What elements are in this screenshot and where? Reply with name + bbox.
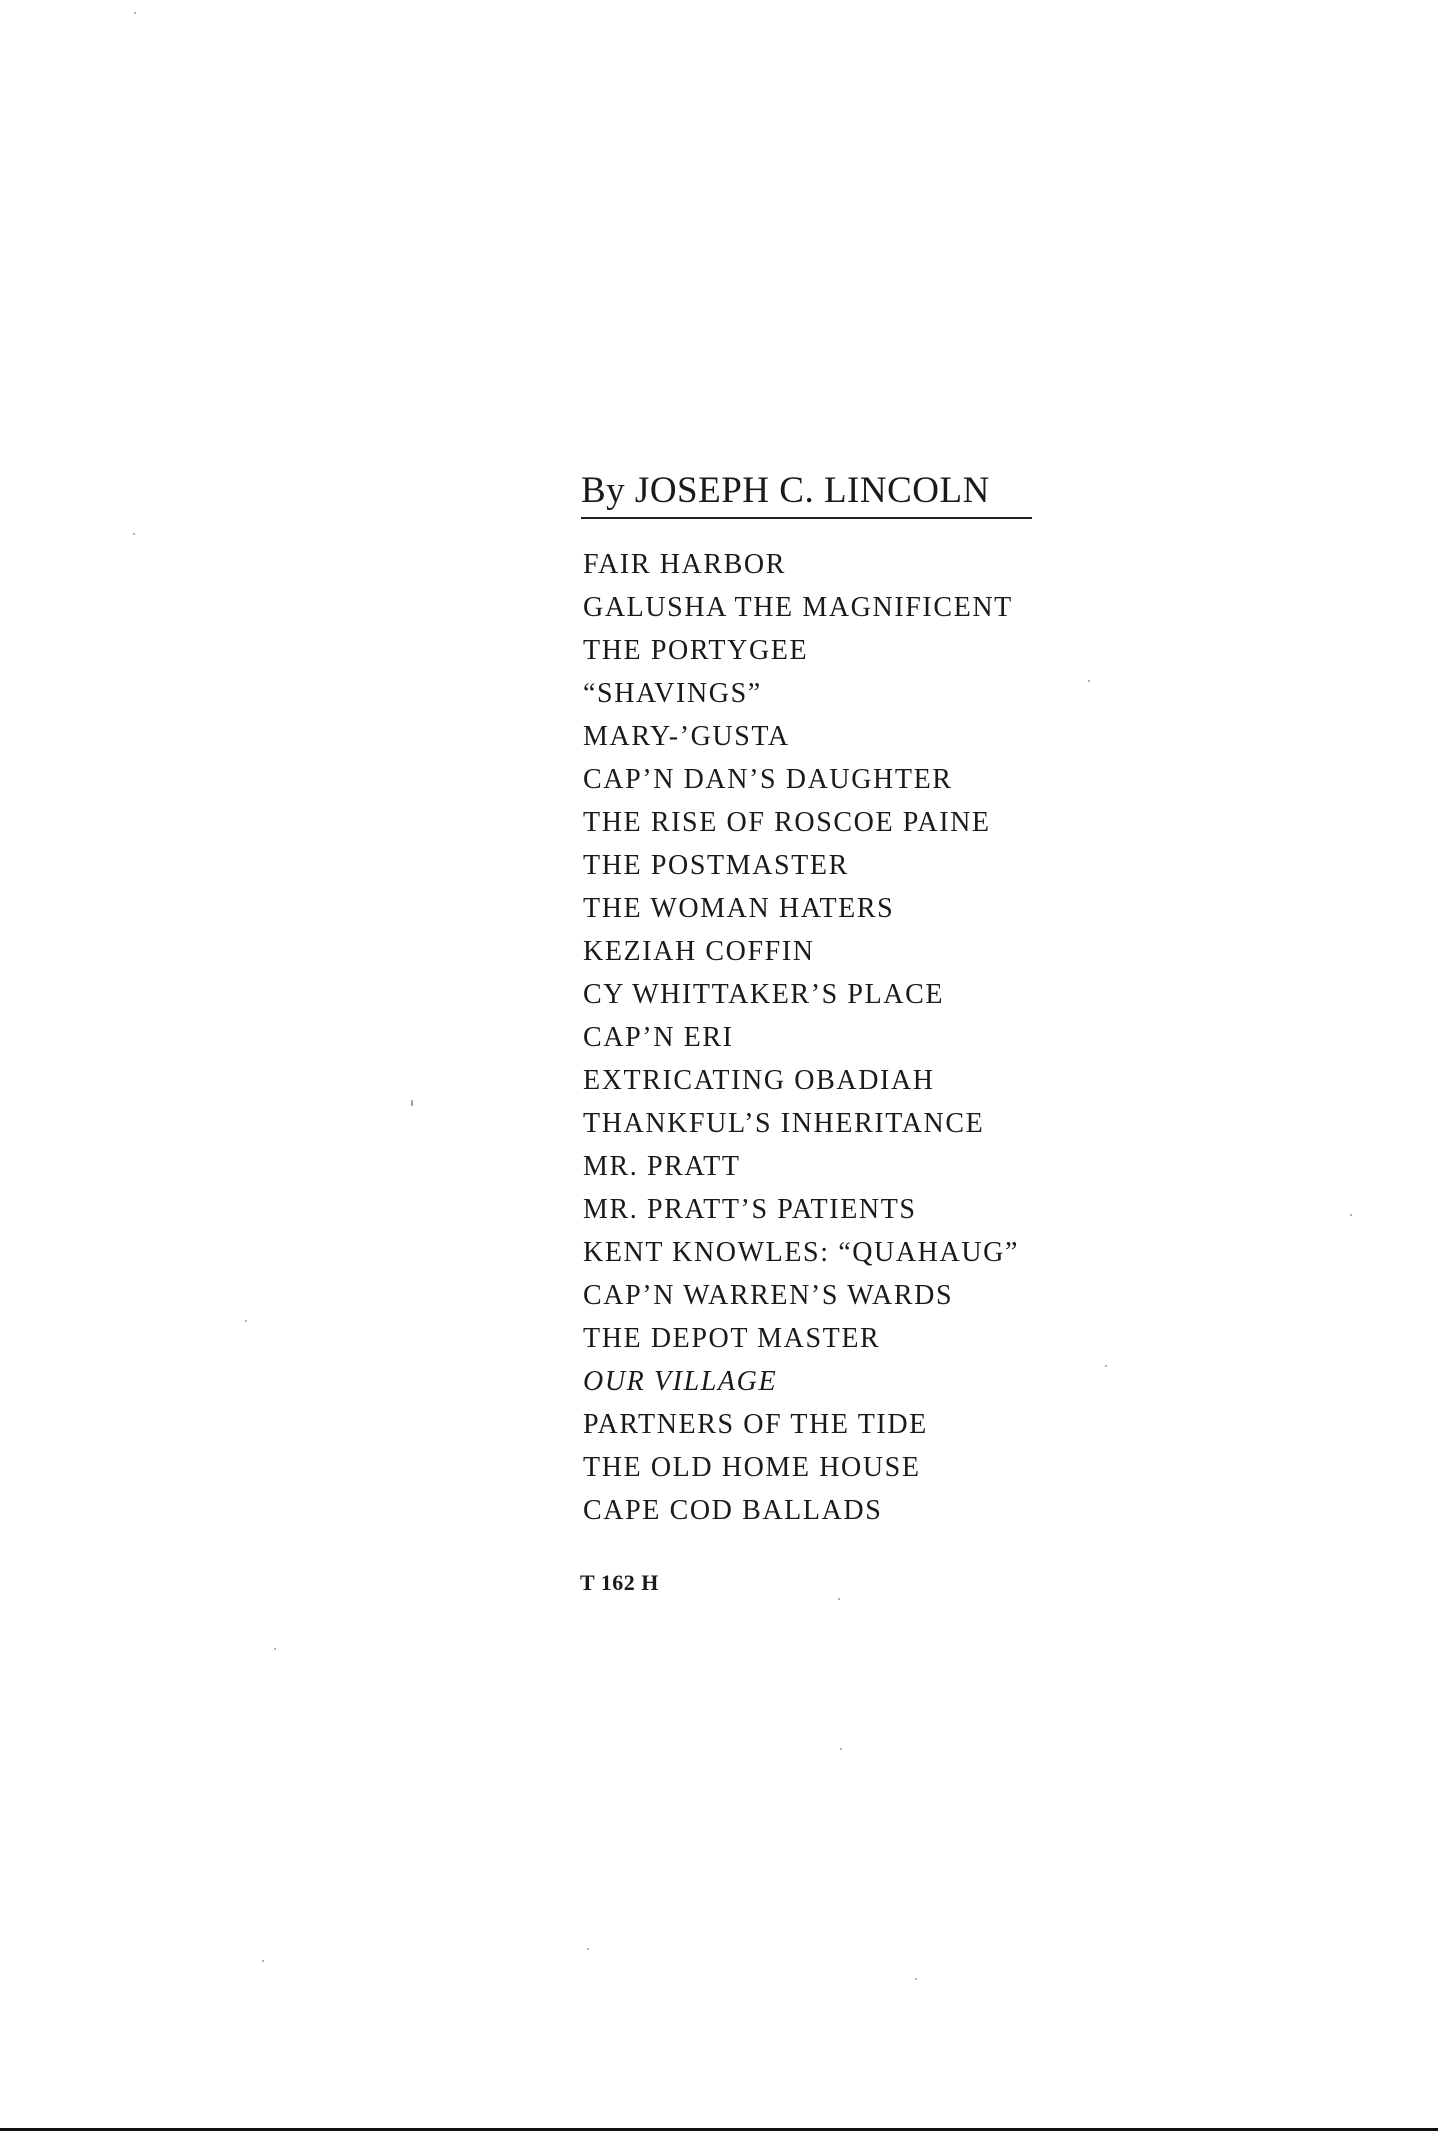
author-heading: By JOSEPH C. LINCOLN <box>581 470 990 511</box>
book-title: THANKFUL’S INHERITANCE <box>583 1108 985 1139</box>
book-title: EXTRICATING OBADIAH <box>583 1065 935 1096</box>
book-title: KEZIAH COFFIN <box>583 936 815 967</box>
book-title: THE POSTMASTER <box>583 850 849 881</box>
book-title: “SHAVINGS” <box>583 678 762 709</box>
book-title: FAIR HARBOR <box>583 549 787 580</box>
book-title: MR. PRATT <box>583 1151 741 1182</box>
scan-speck <box>262 1960 264 1962</box>
scan-speck <box>411 1100 413 1106</box>
book-title: THE DEPOT MASTER <box>583 1323 881 1354</box>
scan-speck <box>245 1320 247 1322</box>
scan-speck <box>587 1948 589 1950</box>
book-title: GALUSHA THE MAGNIFICENT <box>583 592 1013 623</box>
book-title: CAP’N ERI <box>583 1022 734 1053</box>
page-bottom-rule <box>0 2128 1438 2131</box>
book-title: MR. PRATT’S PATIENTS <box>583 1194 917 1225</box>
scan-speck <box>1350 1214 1352 1216</box>
book-title: MARY-’GUSTA <box>583 721 790 752</box>
scan-speck <box>915 1978 917 1980</box>
heading-underline <box>581 517 1032 519</box>
book-title: CAPE COD BALLADS <box>583 1495 883 1526</box>
book-title: PARTNERS OF THE TIDE <box>583 1409 928 1440</box>
title-list <box>583 543 1019 1532</box>
book-title: OUR VILLAGE <box>583 1366 778 1397</box>
scan-speck <box>133 533 135 535</box>
scan-speck <box>838 1598 840 1600</box>
book-title: THE RISE OF ROSCOE PAINE <box>583 807 991 838</box>
book-title: THE OLD HOME HOUSE <box>583 1452 921 1483</box>
book-title: KENT KNOWLES: “QUAHAUG” <box>583 1237 1019 1268</box>
book-title: THE WOMAN HATERS <box>583 893 895 924</box>
catalog-code: T 162 H <box>580 1570 659 1595</box>
book-title: THE PORTYGEE <box>583 635 809 666</box>
scan-speck <box>274 1648 276 1650</box>
book-title: CY WHITTAKER’S PLACE <box>583 979 945 1010</box>
scan-speck <box>840 1748 842 1750</box>
scan-speck <box>1088 680 1090 682</box>
scan-speck <box>1105 1365 1107 1367</box>
scan-speck <box>134 12 136 14</box>
book-title: CAP’N DAN’S DAUGHTER <box>583 764 953 795</box>
book-title: CAP’N WARREN’S WARDS <box>583 1280 954 1311</box>
